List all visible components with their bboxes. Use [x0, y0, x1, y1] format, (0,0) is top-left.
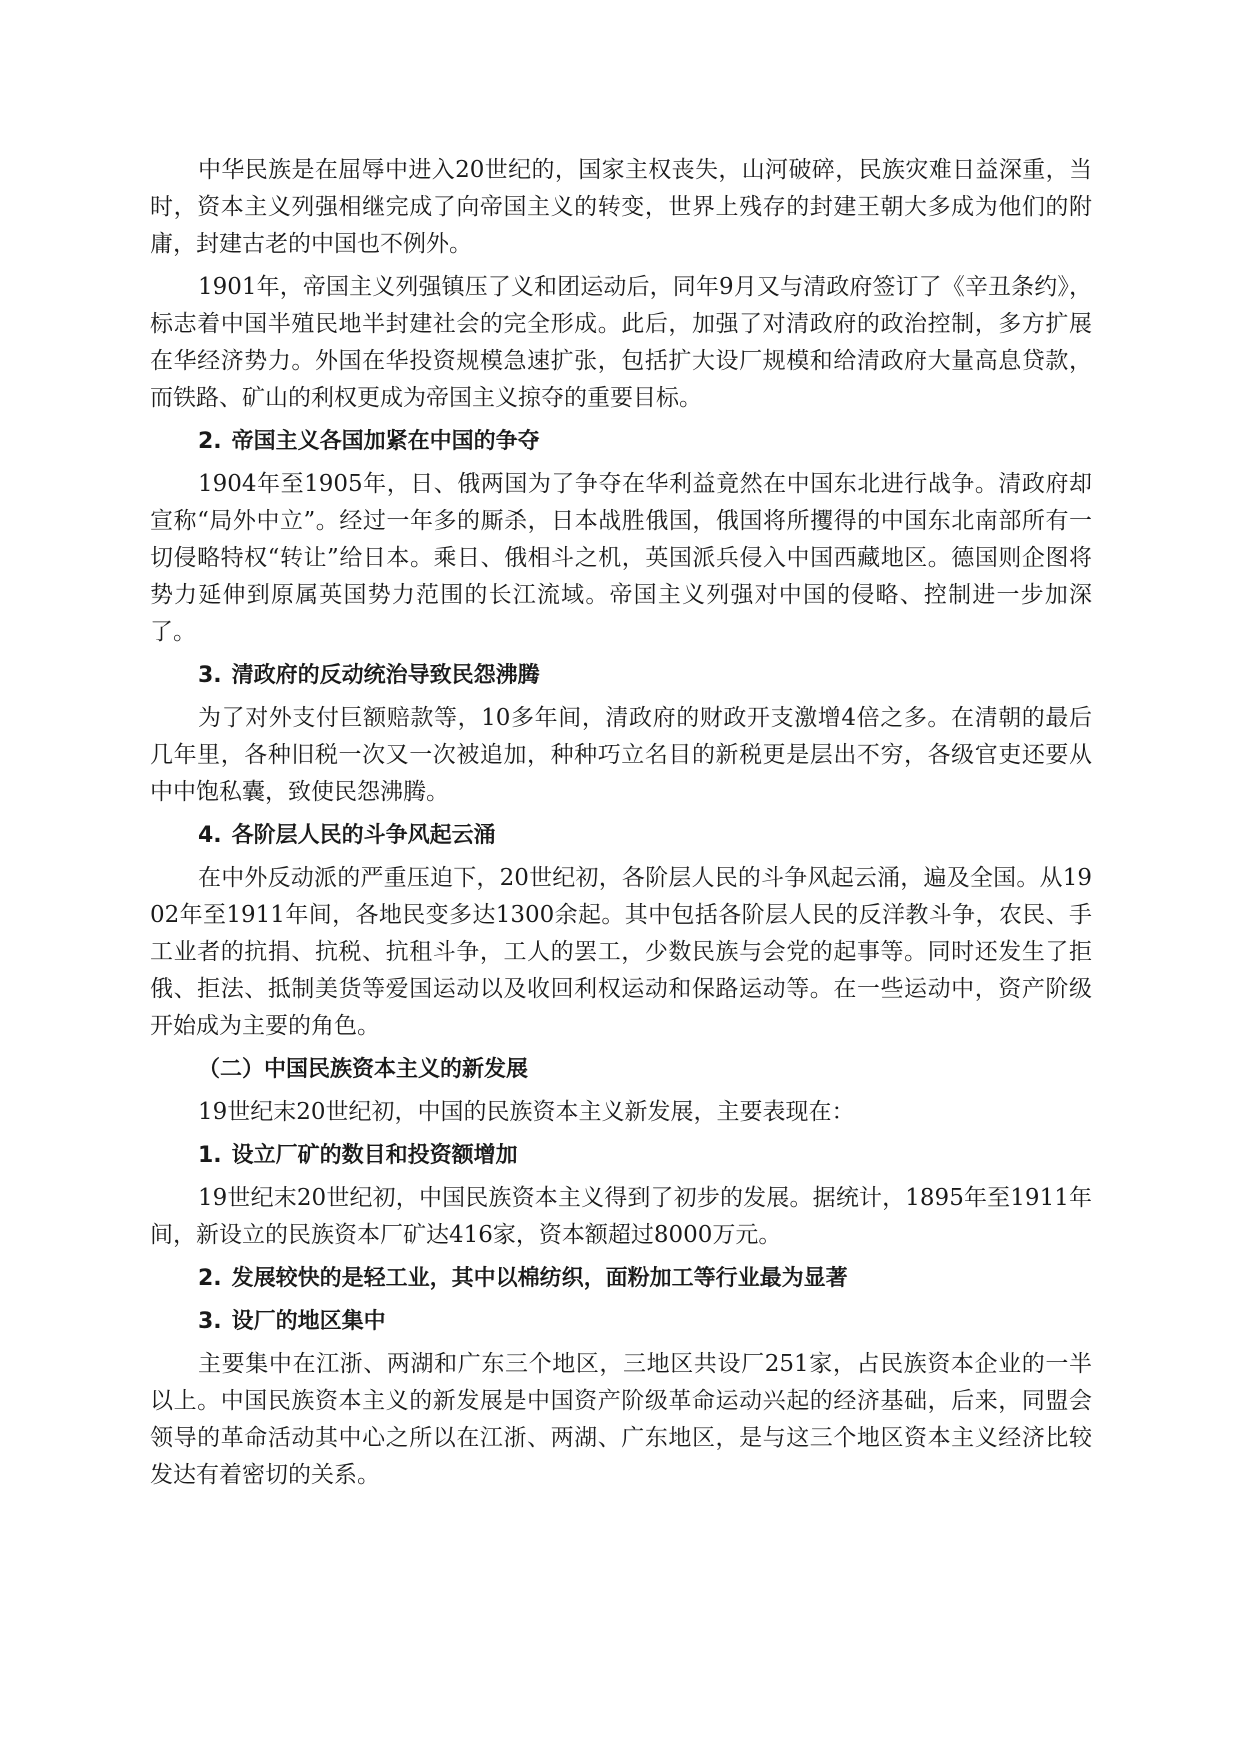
heading-text: 清政府的反动统治导致民怨沸腾 — [231, 663, 540, 688]
heading-text: 设立厂矿的数目和投资额增加 — [231, 1143, 518, 1168]
heading-number: 3. — [198, 1309, 222, 1334]
paragraph: 在中外反动派的严重压迫下，20世纪初，各阶层人民的斗争风起云涌，遍及全国。从1902年至1911年间，各地民变多达1300余起。其中包括各阶层人民的反洋教斗争，农民、手工业者的抗捐、抗税、抗租斗争，工人的罢工，少数民族与会党的起事等。同时还发生了拒俄、拒法、抵制美货等爱国运动以及收回利权运动和保路运动等。在一些运动中，资产阶级开始成为主要的角色。 — [150, 865, 1092, 1039]
heading-text: 发展较快的是轻工业，其中以棉纺织，面粉加工等行业最为显著 — [231, 1266, 848, 1291]
heading-text: 各阶层人民的斗争风起云涌 — [231, 823, 496, 848]
heading-number: 4. — [198, 823, 222, 848]
heading-text: 帝国主义各国加紧在中国的争夺 — [231, 429, 540, 454]
paragraph: 1904年至1905年，日、俄两国为了争夺在华利益竟然在中国东北进行战争。清政府却宣称“局外中立”。经过一年多的厮杀，日本战胜俄国，俄国将所攫得的中国东北南部所有一切侵略特权“转让”给日本。乘日、俄相斗之机，英国派兵侵入中国西藏地区。德国则企图将势力延伸到原属英国势力范围的长江流域。帝国主义列强对中国的侵略、控制进一步加深了。 — [150, 471, 1092, 645]
document-page — [150, 152, 1092, 1500]
paragraph: 19世纪末20世纪初，中国民族资本主义得到了初步的发展。据统计，1895年至1911年间，新设立的民族资本厂矿达416家，资本额超过8000万元。 — [150, 1185, 1092, 1248]
heading-number: 2. — [198, 429, 222, 454]
section-heading — [150, 1051, 1092, 1088]
heading-number: 3. — [198, 663, 222, 688]
section-heading — [150, 1137, 1092, 1174]
section-heading — [150, 1303, 1092, 1340]
heading-text: （二）中国民族资本主义的新发展 — [198, 1057, 529, 1082]
heading-number: 1. — [198, 1143, 222, 1168]
paragraph: 19世纪末20世纪初，中国的民族资本主义新发展，主要表现在： — [198, 1099, 855, 1125]
heading-number: 2. — [198, 1266, 222, 1291]
paragraph: 为了对外支付巨额赔款等，10多年间，清政府的财政开支激增4倍之多。在清朝的最后几年里，各种旧税一次又一次被追加，种种巧立名目的新税更是层出不穷，各级官吏还要从中中饱私囊，致使民怨沸腾。 — [150, 705, 1092, 805]
section-heading — [150, 423, 1092, 460]
section-heading — [150, 657, 1092, 694]
section-heading — [150, 1260, 1092, 1297]
heading-text: 设厂的地区集中 — [231, 1309, 386, 1334]
paragraph: 主要集中在江浙、两湖和广东三个地区，三地区共设厂251家，占民族资本企业的一半以上。中国民族资本主义的新发展是中国资产阶级革命运动兴起的经济基础，后来，同盟会领导的革命活动其中心之所以在江浙、两湖、广东地区，是与这三个地区资本主义经济比较发达有着密切的关系。 — [150, 1351, 1092, 1488]
paragraph: 中华民族是在屈辱中进入20世纪的，国家主权丧失，山河破碎，民族灾难日益深重，当时，资本主义列强相继完成了向帝国主义的转变，世界上残存的封建王朝大多成为他们的附庸，封建古老的中国也不例外。 — [150, 157, 1092, 257]
section-heading — [150, 817, 1092, 854]
paragraph: 1901年，帝国主义列强镇压了义和团运动后，同年9月又与清政府签订了《辛丑条约》，标志着中国半殖民地半封建社会的完全形成。此后，加强了对清政府的政治控制，多方扩展在华经济势力。外国在华投资规模急速扩张，包括扩大设厂规模和给清政府大量高息贷款，而铁路、矿山的利权更成为帝国主义掠夺的重要目标。 — [150, 274, 1092, 411]
